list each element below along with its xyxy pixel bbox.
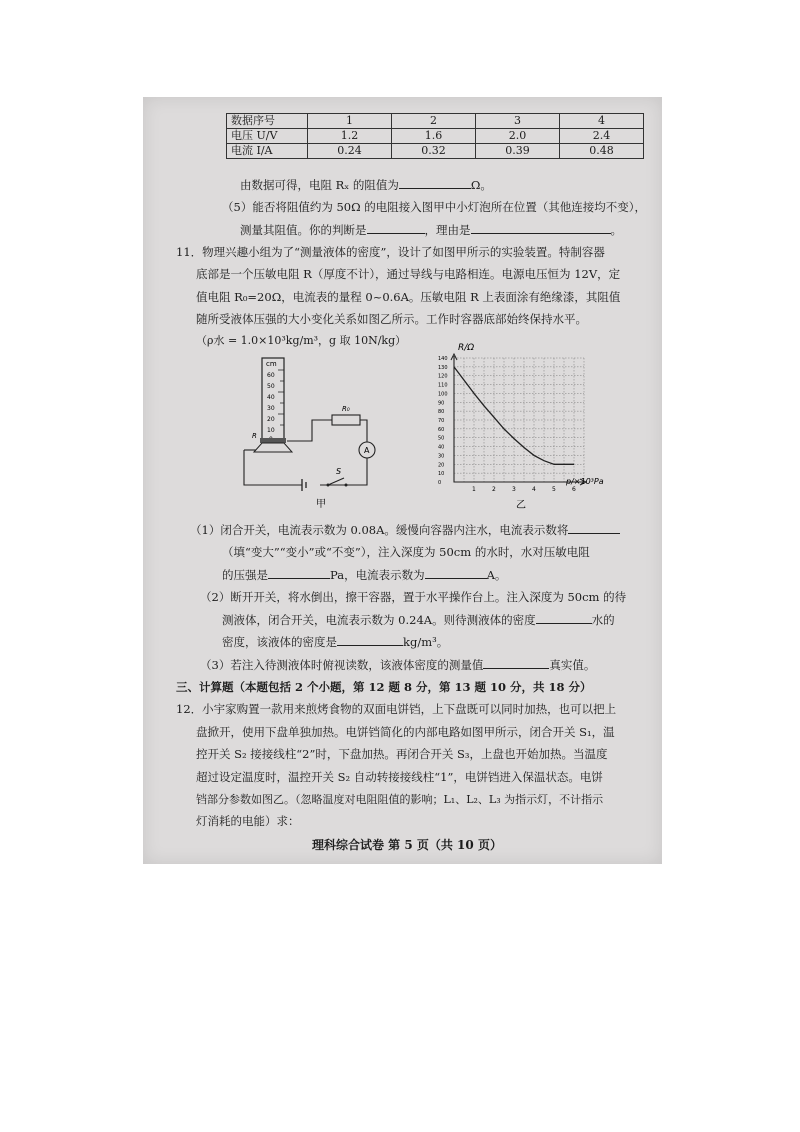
- y-tick-label: 60: [438, 426, 445, 433]
- y-tick-label: 130: [438, 364, 448, 371]
- y-tick-labels: [438, 356, 448, 486]
- switch-icon: [328, 478, 344, 485]
- x-axis-label: p/×10³Pa: [566, 477, 604, 486]
- table-row: [227, 129, 644, 144]
- y-tick-label: 100: [438, 391, 448, 398]
- y-tick-label: 140: [438, 356, 448, 362]
- table-cell: 4: [560, 114, 644, 129]
- q12-line: 控开关 S₂ 接接线柱“2”时，下盘加热。再闭合开关 S₃，上盘也开始加热。当温度: [196, 747, 608, 761]
- y-tick-label: 40: [438, 444, 445, 451]
- x-tick-label: 2: [492, 486, 496, 493]
- scale-label: 20: [267, 416, 275, 423]
- q11-3-line: [200, 657, 595, 673]
- q11-2-text: 密度，该液体的密度是: [222, 635, 337, 649]
- q12-line: 灯消耗的电能）求：: [196, 814, 300, 828]
- x-tick-label: 3: [512, 486, 516, 493]
- r0-label: R₀: [342, 405, 350, 413]
- q11-3-text: 真实值。: [549, 658, 596, 672]
- answer-blank[interactable]: [425, 567, 487, 579]
- chart-grid: [454, 358, 584, 482]
- resistance-pressure-chart: [424, 336, 624, 516]
- table-cell: 0.32: [392, 144, 476, 159]
- q12-line: 铛部分参数如图乙。（忽略温度对电阻阻值的影响；L₁、L₂、L₃ 为指示灯，不计指示: [196, 793, 604, 806]
- table-cell: 1.2: [308, 129, 392, 144]
- table-cell: 0.24: [308, 144, 392, 159]
- x-tick-label: 6: [572, 486, 576, 493]
- q5-text: 测量其阻值。你的判断是: [240, 223, 367, 237]
- y-axis-label: R/Ω: [458, 343, 475, 353]
- answer-blank[interactable]: [483, 657, 549, 669]
- q11-1-line2: （填“变大”“变小”或“不变”），注入深度为 50cm 的水时，水对压敏电阻: [222, 545, 590, 559]
- q11-line: 随所受液体压强的大小变化关系如图乙所示。工作时容器底部始终保持水平。: [196, 312, 587, 326]
- page-footer: 理科综合试卷 第 5 页（共 10 页）: [312, 838, 502, 852]
- q12-line: 超过设定温度时，温控开关 S₂ 自动转接接线柱“1”，电饼铛进入保温状态。电饼: [196, 770, 603, 784]
- q11-1-text: （1）闭合开关，电流表示数为 0.08A。缓慢向容器内注水，电流表示数将: [190, 523, 569, 537]
- resistor-r0: [332, 415, 360, 425]
- q11-2-line3: [222, 634, 448, 650]
- q11-1-text: A。: [486, 568, 507, 582]
- answer-blank[interactable]: [399, 177, 471, 189]
- q5-line1: （5）能否将阻值约为 50Ω 的电阻接入图甲中小灯泡所在位置（其他连接均不变），: [222, 200, 647, 214]
- q12-line: 盘掀开，使用下盘单独加热。电饼铛简化的内部电路如图甲所示，闭合开关 S₁，温: [196, 725, 615, 739]
- answer-blank[interactable]: [536, 612, 592, 624]
- table-row: [227, 114, 644, 129]
- data-table: [226, 113, 644, 159]
- q5-text: ，理由是: [424, 223, 471, 237]
- q4-unit: Ω。: [470, 178, 492, 192]
- q11-1-line3: [222, 567, 506, 583]
- q11-line: （ρ水 = 1.0×10³kg/m³，g 取 10N/kg）: [196, 334, 407, 347]
- q11-2-text: 水的: [591, 613, 615, 627]
- q11-1-line1: [190, 522, 620, 538]
- answer-blank[interactable]: [471, 222, 611, 234]
- y-tick-label: 0: [438, 480, 442, 486]
- x-tick-labels: [472, 486, 576, 493]
- x-tick-label: 4: [532, 486, 536, 493]
- q11-3-text: （3）若注入待测液体时俯视读数，该液体密度的测量值: [200, 658, 484, 672]
- y-tick-label: 10: [438, 471, 445, 478]
- y-tick-label: 90: [438, 400, 445, 407]
- answer-blank[interactable]: [568, 522, 620, 534]
- q5-text: 。: [610, 223, 622, 237]
- q11-2-line1: （2）断开开关，将水倒出，擦干容器，置于水平操作台上。注入深度为 50cm 的待: [200, 590, 627, 604]
- figure-caption-b: 乙: [516, 500, 526, 511]
- chart-axes: [454, 356, 584, 482]
- q11-line: 11．物理兴趣小组为了“测量液体的密度”，设计了如图甲所示的实验装置。特制容器: [176, 245, 605, 259]
- table-cell: 2: [392, 114, 476, 129]
- table-cell: 1: [308, 114, 392, 129]
- x-tick-label: 1: [472, 486, 476, 493]
- q11-line: 值电阻 R₀=20Ω，电流表的量程 0~0.6A。压敏电阻 R 上表面涂有绝缘漆，其阻值: [196, 290, 621, 304]
- section-heading: 三、计算题（本题包括 2 个小题，第 12 题 8 分，第 13 题 10 分，共 18 分）: [176, 680, 592, 694]
- container-stand: [254, 443, 292, 452]
- y-tick-label: 50: [438, 435, 445, 442]
- scale-label: 30: [267, 405, 275, 412]
- q11-1-text: 的压强是: [222, 568, 268, 582]
- answer-blank[interactable]: [337, 634, 403, 646]
- table-cell: 3: [476, 114, 560, 129]
- y-tick-label: 70: [438, 418, 445, 424]
- ammeter-label: A: [364, 446, 370, 455]
- y-tick-label: 30: [438, 453, 445, 460]
- scale-label: 10: [267, 427, 275, 434]
- y-tick-label: 20: [438, 462, 445, 469]
- switch-label: S: [336, 467, 342, 476]
- scale-label: 50: [267, 383, 275, 390]
- table-cell: 2.0: [476, 129, 560, 144]
- y-tick-label: 80: [438, 409, 445, 416]
- q11-2-line2: [222, 612, 615, 628]
- circuit-diagram: [232, 350, 402, 515]
- scale-label: 40: [267, 394, 275, 401]
- q11-2-text: 测液体，闭合开关，电流表示数为 0.24A。则待测液体的密度: [222, 613, 536, 627]
- q5-line2: [240, 222, 622, 238]
- q4-line: [240, 177, 492, 193]
- y-tick-label: 110: [438, 382, 448, 389]
- scale-labels: [267, 372, 275, 443]
- figure-caption-a: 甲: [316, 499, 326, 510]
- table-row: [227, 144, 644, 159]
- q11-line: 底部是一个压敏电阻 R（厚度不计），通过导线与电路相连。电源电压恒为 12V，定: [196, 267, 621, 281]
- scale-unit: cm: [266, 360, 277, 368]
- table-cell: 2.4: [560, 129, 644, 144]
- table-cell: 1.6: [392, 129, 476, 144]
- scale-label: 60: [267, 372, 275, 379]
- answer-blank[interactable]: [367, 222, 425, 234]
- table-cell: 数据序号: [227, 114, 308, 129]
- battery-icon: [302, 479, 306, 491]
- answer-blank[interactable]: [268, 567, 330, 579]
- q4-text: 由数据可得，电阻 Rₓ 的阻值为: [240, 178, 399, 192]
- pressure-sensor-r: [260, 438, 286, 443]
- table-cell: 电压 U/V: [227, 129, 308, 144]
- x-tick-label: 5: [552, 486, 556, 493]
- q12-line: 12．小宇家购置一款用来煎烤食物的双面电饼铛，上下盘既可以同时加热，也可以把上: [176, 702, 617, 716]
- sensor-label: R: [252, 432, 257, 440]
- table-cell: 0.48: [560, 144, 644, 159]
- q11-1-text: Pa，电流表示数为: [330, 568, 425, 582]
- y-tick-label: 120: [438, 373, 448, 380]
- table-cell: 0.39: [476, 144, 560, 159]
- q11-2-text: kg/m³。: [403, 635, 449, 649]
- table-cell: 电流 I/A: [227, 144, 308, 159]
